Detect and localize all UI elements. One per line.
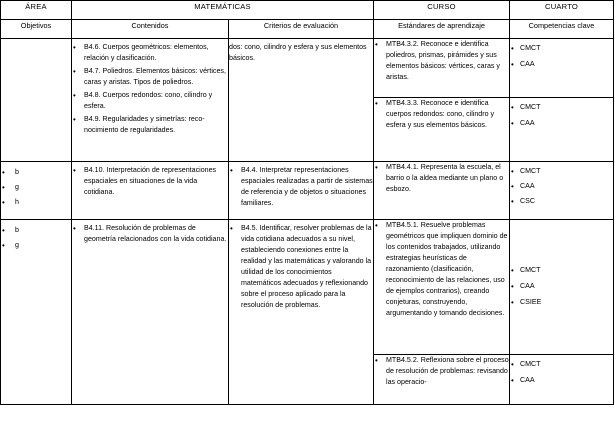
- col-header-contenidos: Contenidos: [72, 20, 229, 39]
- criterio-text: • B4.4. Interpretar representaciones espaciales realizadas a partir de sistemas de referencia y de objetos o situaciones familiares.: [229, 165, 373, 209]
- column-header-row: [1, 20, 614, 39]
- competencias-cell: [510, 98, 614, 162]
- estandar-cell: [374, 162, 510, 220]
- estandar-text: • MTB4.3.3. Reconoce e identifica cuerpos redondos: cono, cilindro y esfera y sus elementos básicos.: [374, 98, 509, 131]
- col-header-competencias: Competencias clave: [510, 20, 614, 39]
- contenido-item: • B4.9. Regularidades y simetrías: reconocimiento de regularidades.: [72, 114, 228, 136]
- contenidos-cell: [72, 220, 229, 405]
- objetivo-item: • g: [1, 240, 71, 251]
- table-row: [1, 220, 614, 355]
- contenido-item: • B4.7. Poliedros. Elementos básicos: vértices, caras y aristas. Tipos de poliedros.: [72, 66, 228, 88]
- objetivo-item: • b: [1, 167, 71, 178]
- competencia-item: • CAA: [510, 59, 613, 70]
- estandar-cell: [374, 355, 510, 405]
- contenido-item: • B4.10. Interpretación de representaciones espaciales en situaciones de la vida cotidiana.: [72, 165, 228, 198]
- estandar-text: • MTB4.3.2. Reconoce e identifica poliedros, prismas, pirámides y sus elementos básicos: vértices, caras y aristas.: [374, 39, 509, 83]
- competencia-item: • CMCT: [510, 166, 613, 177]
- contenido-item: • B4.8. Cuerpos redondos: cono, cilindro y esfera.: [72, 90, 228, 112]
- estandar-text: • MTB4.5.2. Reflexiona sobre el proceso de resolución de problemas: revisando las operacio-: [374, 355, 509, 388]
- estandar-text: • MTB4.4.1. Representa la escuela, el barrio o la aldea mediante un plano o esbozo.: [374, 162, 509, 195]
- col-header-criterios: Criterios de evaluación: [229, 20, 374, 39]
- course-value: CUARTO: [510, 1, 614, 20]
- contenidos-cell: [72, 39, 229, 162]
- competencia-item: • CSIEE: [510, 297, 613, 308]
- competencia-item: • CSC: [510, 196, 613, 207]
- table-row: [1, 162, 614, 220]
- competencias-cell: [510, 355, 614, 405]
- course-label: CURSO: [374, 1, 510, 20]
- estandar-text: • MTB4.5.1. Resuelve problemas geométricos que impliquen dominio de los contenidos trabajados, utilizando estrategias heurísticas de razonamiento (clasificación, reconocimiento de las relaciones, uso de ejemplos contrarios), creando conjeturas, construyendo, argumentando y tomando decisiones.: [374, 220, 509, 319]
- contenidos-cell: [72, 162, 229, 220]
- objetivo-item: • h: [1, 197, 71, 208]
- competencia-item: • CMCT: [510, 359, 613, 370]
- competencias-cell: [510, 162, 614, 220]
- objetivos-cell: [1, 39, 72, 162]
- criterio-text: • B4.5. Identificar, resolver problemas de la vida cotidiana adecuados a su nivel, estableciendo conexiones entre la realidad y las matemáticas y valorando la utilidad de los conocimientos matemáticos adecuados y reflexionando sobre el proceso aplicado para la resolución de problemas.: [229, 223, 373, 311]
- header-row: [1, 1, 614, 20]
- subject-title: MATEMÁTICAS: [72, 1, 374, 20]
- competencias-cell: [510, 220, 614, 355]
- contenido-item: • B4.6. Cuerpos geométricos: elementos, relación y clasificación.: [72, 42, 228, 64]
- competencia-item: • CMCT: [510, 43, 613, 54]
- table-row: [1, 39, 614, 98]
- estandar-cell: [374, 220, 510, 355]
- competencia-item: • CMCT: [510, 265, 613, 276]
- competencia-item: • CMCT: [510, 102, 613, 113]
- criterio-text: dos: cono, cilindro y esfera y sus elementos básicos.: [229, 43, 367, 62]
- col-header-objetivos: Objetivos: [1, 20, 72, 39]
- estandar-cell: [374, 98, 510, 162]
- objetivos-cell: [1, 162, 72, 220]
- competencias-cell: [510, 39, 614, 98]
- competencia-item: • CAA: [510, 118, 613, 129]
- area-label: ÁREA: [1, 1, 72, 20]
- criterio-cell: [229, 162, 374, 220]
- objetivos-cell: [1, 220, 72, 405]
- objetivo-item: • b: [1, 225, 71, 236]
- contenido-item: • B4.11. Resolución de problemas de geometría relacionados con la vida cotidiana.: [72, 223, 228, 245]
- objetivo-item: • g: [1, 182, 71, 193]
- competencia-item: • CAA: [510, 181, 613, 192]
- estandar-cell: [374, 39, 510, 98]
- competencia-item: • CAA: [510, 281, 613, 292]
- competencia-item: • CAA: [510, 375, 613, 386]
- criterio-cell: [229, 39, 374, 162]
- criterio-cell: [229, 220, 374, 405]
- col-header-estandares: Estándares de aprendizaje: [374, 20, 510, 39]
